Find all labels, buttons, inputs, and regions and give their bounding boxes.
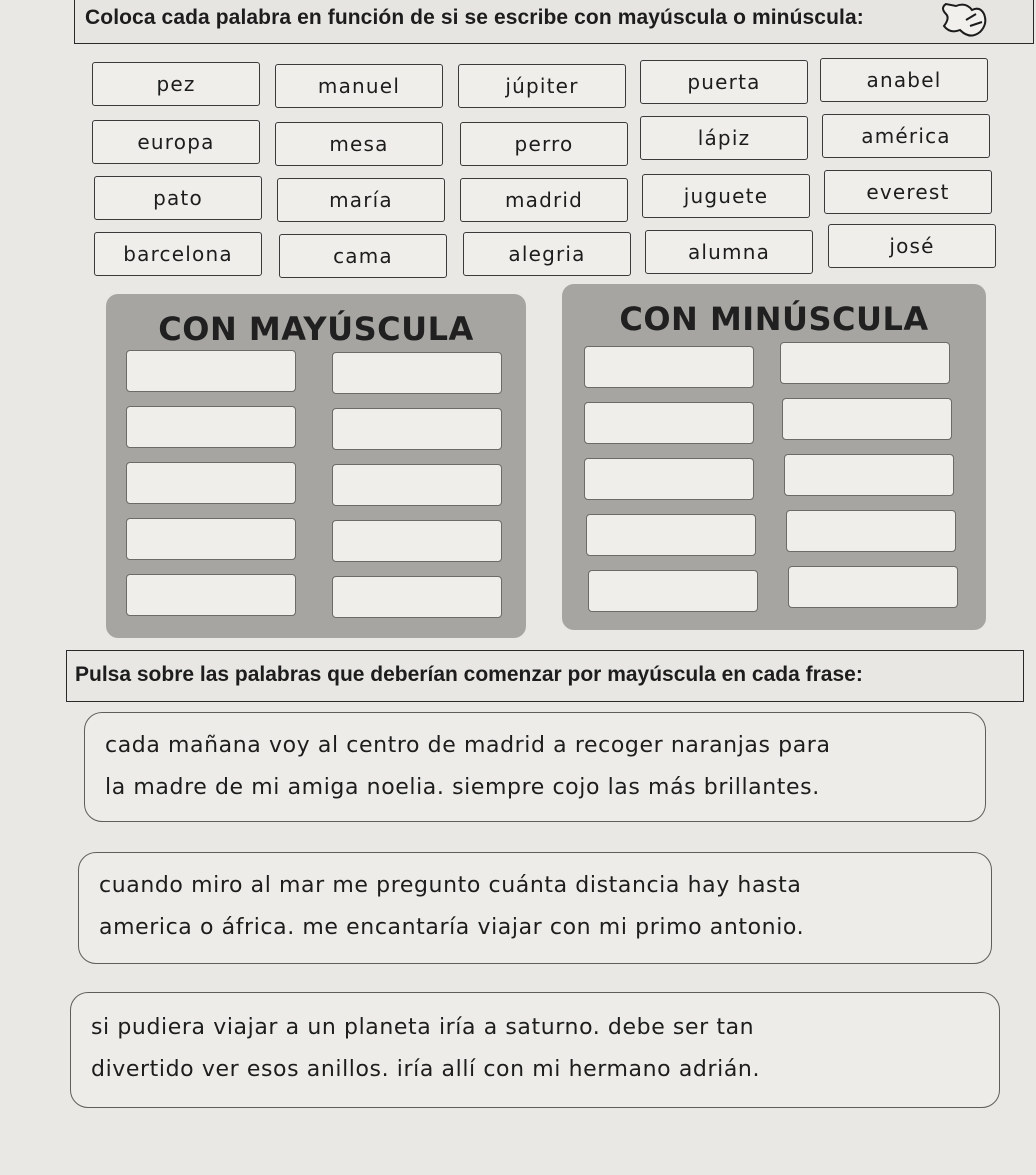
drop-slot[interactable] <box>332 352 502 394</box>
mascot-icon <box>936 0 992 46</box>
lowercase-panel-title: CON MINÚSCULA <box>619 300 929 338</box>
word-tile[interactable]: alumna <box>645 230 813 274</box>
word-tile[interactable]: maría <box>277 178 445 222</box>
word-tile[interactable]: madrid <box>460 178 628 222</box>
drop-slot[interactable] <box>332 576 502 618</box>
sentence-line[interactable]: la madre de mi amiga noelia. siempre cojo las más brillantes. <box>105 775 820 800</box>
word-tile[interactable]: anabel <box>820 58 988 102</box>
instruction-bar-2 <box>66 650 1024 702</box>
drop-slot[interactable] <box>126 350 296 392</box>
drop-slot[interactable] <box>782 398 952 440</box>
word-tile[interactable]: juguete <box>642 174 810 218</box>
drop-slot[interactable] <box>784 454 954 496</box>
lowercase-panel <box>562 284 986 630</box>
word-tile[interactable]: alegria <box>463 232 631 276</box>
word-tile[interactable]: américa <box>822 114 990 158</box>
instruction-header <box>74 0 1034 44</box>
uppercase-panel-title: CON MAYÚSCULA <box>158 310 474 348</box>
word-tile[interactable]: manuel <box>275 64 443 108</box>
sentence-line[interactable]: cada mañana voy al centro de madrid a recoger naranjas para <box>105 733 831 758</box>
word-tile[interactable]: mesa <box>275 122 443 166</box>
drop-slot[interactable] <box>126 406 296 448</box>
sentence-line[interactable]: divertido ver esos anillos. iría allí con mi hermano adrián. <box>91 1057 761 1082</box>
drop-slot[interactable] <box>126 574 296 616</box>
word-tile[interactable]: lápiz <box>640 116 808 160</box>
word-tile[interactable]: cama <box>279 234 447 278</box>
word-tile[interactable]: everest <box>824 170 992 214</box>
drop-slot[interactable] <box>584 346 754 388</box>
sentence-box-2[interactable] <box>78 852 992 964</box>
drop-slot[interactable] <box>584 402 754 444</box>
sentence-box-3[interactable] <box>70 992 1000 1108</box>
word-tile[interactable]: europa <box>92 120 260 164</box>
drop-slot[interactable] <box>584 458 754 500</box>
instruction-text: Coloca cada palabra en función de si se escribe con mayúscula o minúscula: <box>85 6 864 29</box>
word-tile[interactable]: barcelona <box>94 232 262 276</box>
word-tile[interactable]: júpiter <box>458 64 626 108</box>
sentence-line[interactable]: america o áfrica. me encantaría viajar con mi primo antonio. <box>99 915 805 940</box>
drop-slot[interactable] <box>586 514 756 556</box>
drop-slot[interactable] <box>788 566 958 608</box>
drop-slot[interactable] <box>588 570 758 612</box>
sentence-line[interactable]: cuando miro al mar me pregunto cuánta distancia hay hasta <box>99 873 802 898</box>
drop-slot[interactable] <box>780 342 950 384</box>
drop-slot[interactable] <box>126 462 296 504</box>
drop-slot[interactable] <box>332 520 502 562</box>
word-tile[interactable]: puerta <box>640 60 808 104</box>
drop-slot[interactable] <box>332 464 502 506</box>
sentence-line[interactable]: si pudiera viajar a un planeta iría a saturno. debe ser tan <box>91 1015 755 1040</box>
word-tile[interactable]: josé <box>828 224 996 268</box>
word-tile[interactable]: perro <box>460 122 628 166</box>
instruction-text-2: Pulsa sobre las palabras que deberían comenzar por mayúscula en cada frase: <box>75 663 863 686</box>
sentence-box-1[interactable] <box>84 712 986 822</box>
drop-slot[interactable] <box>126 518 296 560</box>
word-tile[interactable]: pato <box>94 176 262 220</box>
drop-slot[interactable] <box>786 510 956 552</box>
uppercase-panel <box>106 294 526 638</box>
drop-slot[interactable] <box>332 408 502 450</box>
word-tile[interactable]: pez <box>92 62 260 106</box>
